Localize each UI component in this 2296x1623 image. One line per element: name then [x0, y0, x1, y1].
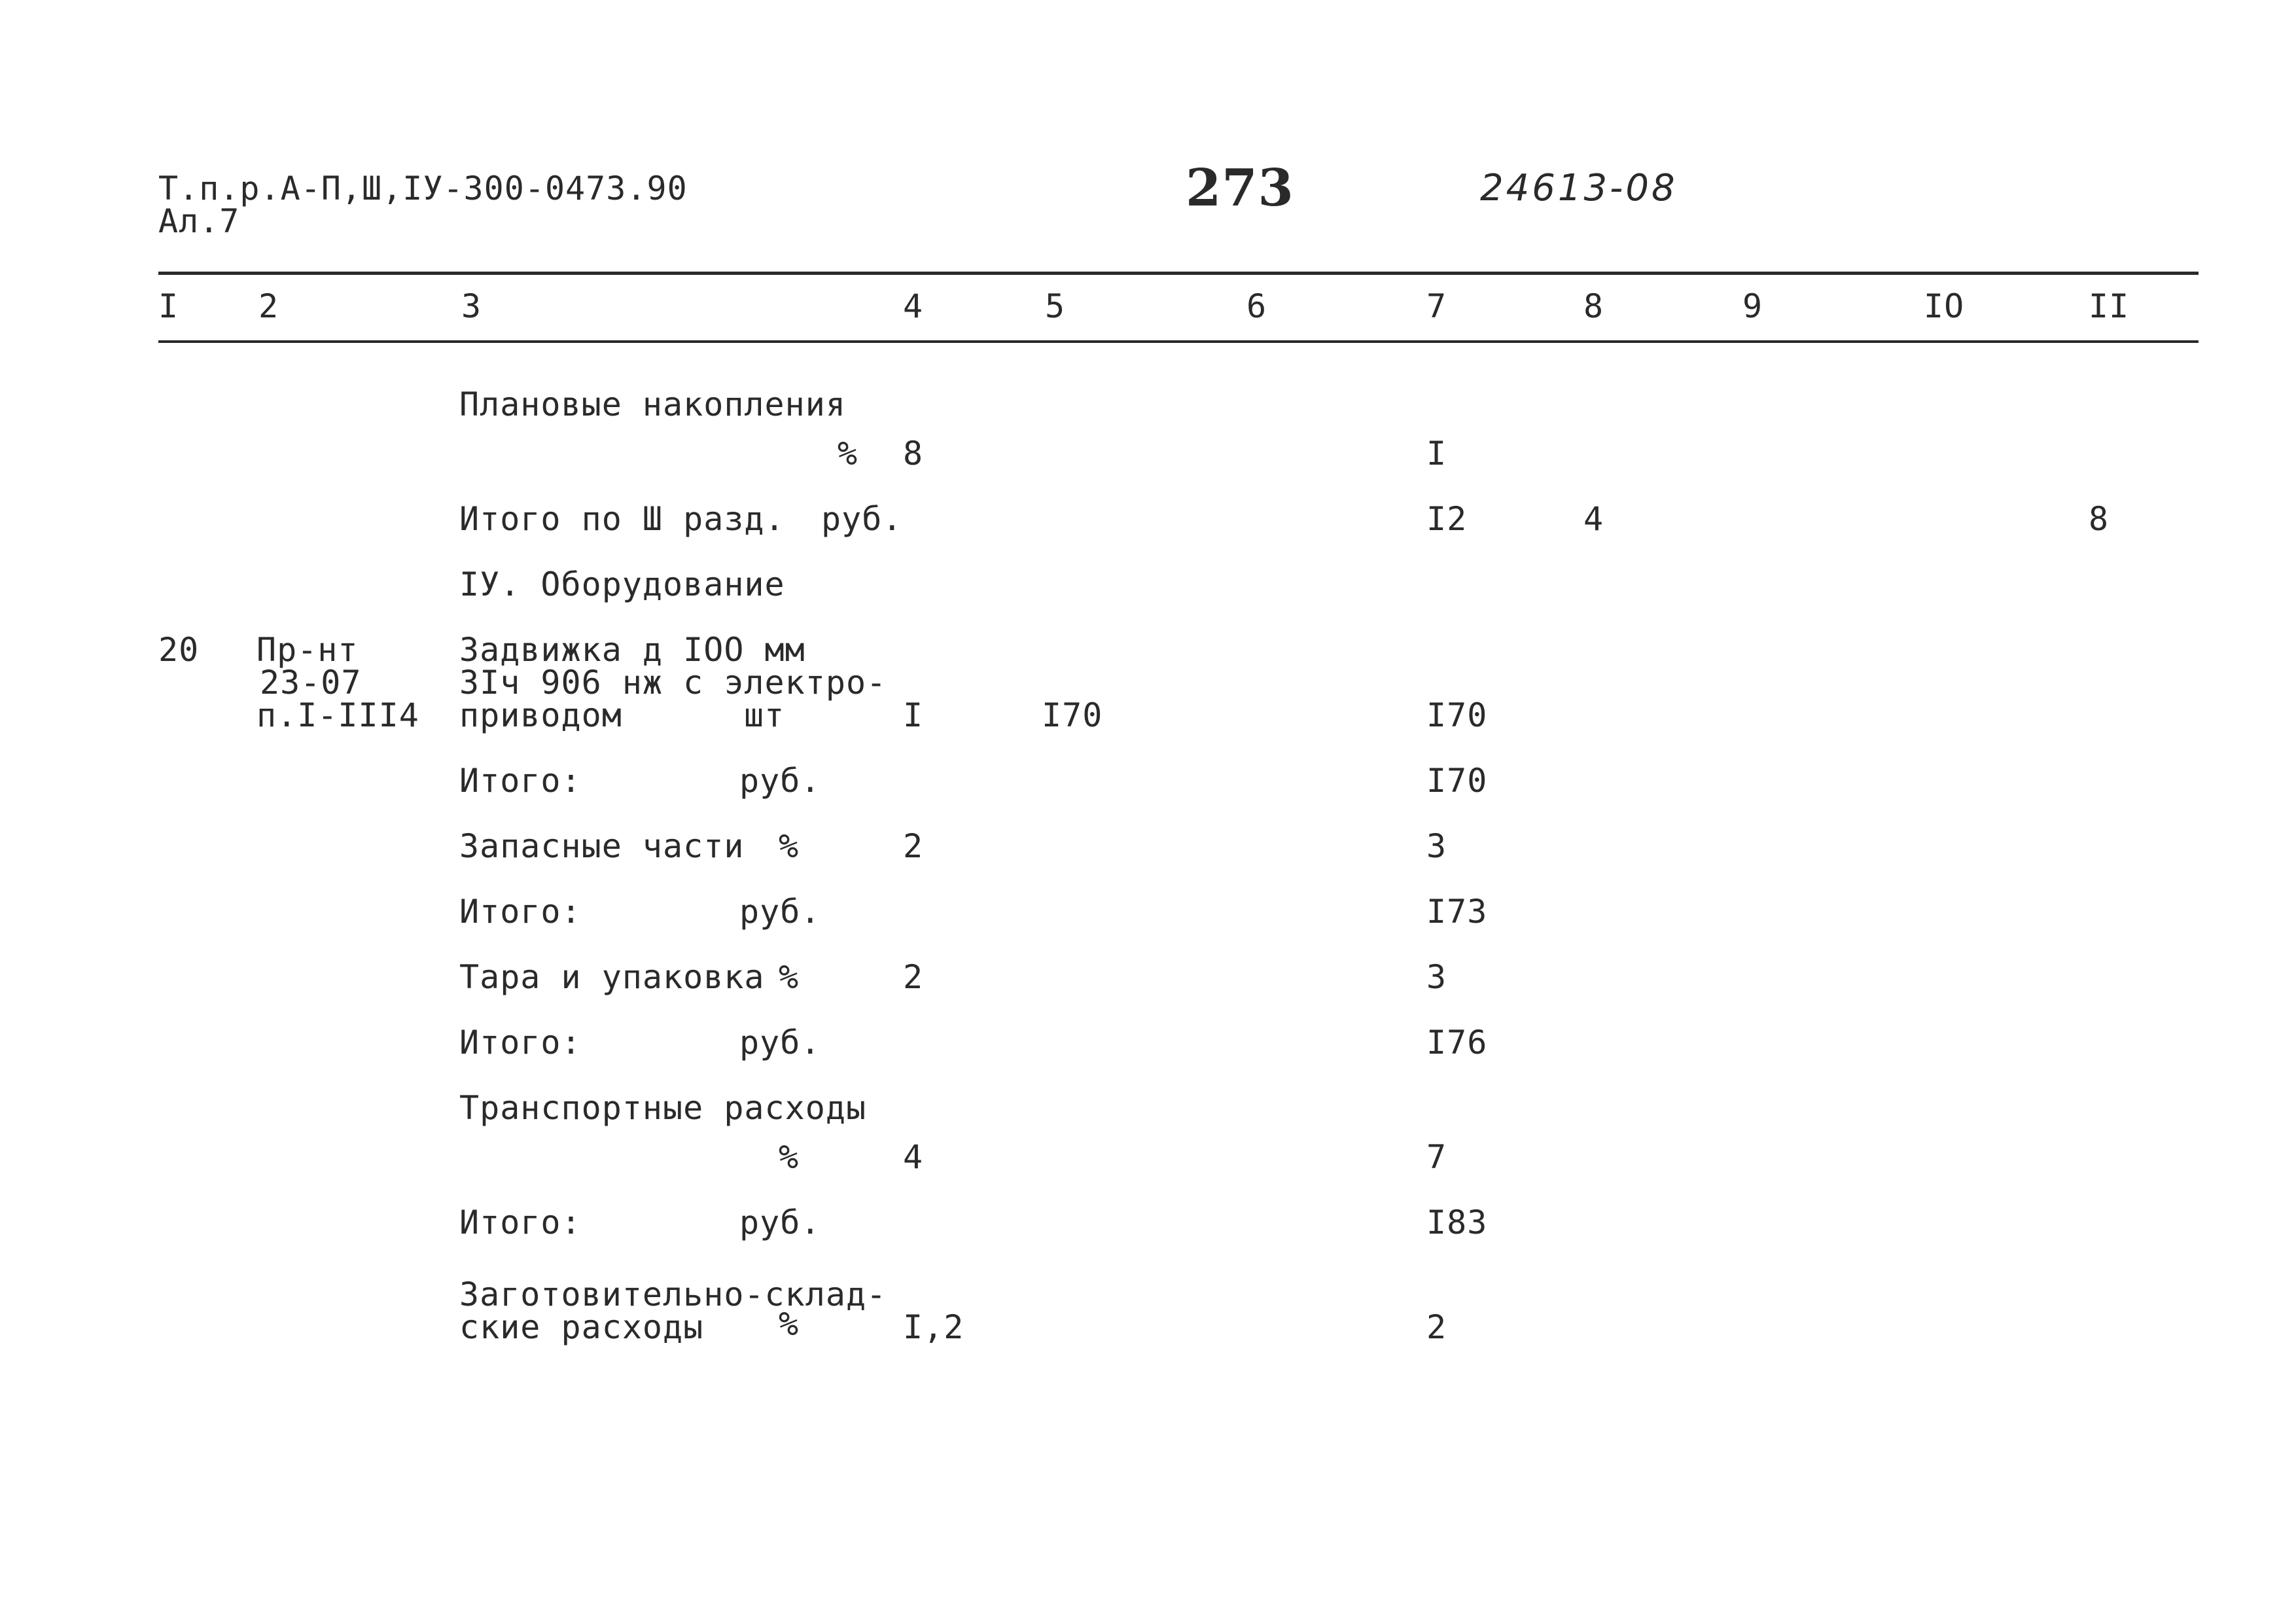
spare-parts-unit: % [779, 827, 800, 865]
column-header-3: 3 [461, 287, 482, 325]
subtotal-a-col7: I70 [1426, 762, 1488, 800]
column-header-9: 9 [1742, 287, 1763, 325]
subtotal-c-label: Итого: [459, 1024, 582, 1061]
subtotal-a-unit: руб. [739, 762, 821, 800]
column-header-11: II [2089, 287, 2130, 325]
storage-costs-col7: 2 [1426, 1308, 1447, 1346]
planned-savings-col4: 8 [903, 435, 924, 473]
subtotal-b-label: Итого: [459, 893, 582, 931]
item-number: 20 [158, 631, 200, 669]
section3-total-unit: руб. [821, 500, 903, 538]
column-header-4: 4 [903, 287, 924, 325]
item-description-line2: 3Iч 906 нж с электро- [459, 664, 887, 702]
item-total-cost: I70 [1426, 696, 1488, 734]
transport-costs-unit: % [779, 1138, 800, 1176]
inventory-number: 24613-08 [1480, 167, 1678, 209]
album-number: Ал.7 [158, 202, 240, 240]
subtotal-d-unit: руб. [739, 1204, 821, 1241]
subtotal-b-col7: I73 [1426, 893, 1488, 931]
storage-costs-unit: % [779, 1305, 800, 1343]
packaging-col4: 2 [903, 958, 924, 996]
item-description-line1: Задвижка д IOO мм [459, 631, 805, 669]
item-reference-line1: Пр-нт [256, 631, 359, 669]
subtotal-a-label: Итого: [459, 762, 582, 800]
header-top-rule [158, 272, 2199, 275]
subtotal-b-unit: руб. [739, 893, 821, 931]
column-header-7: 7 [1426, 287, 1447, 325]
section3-total-col7: I2 [1426, 500, 1468, 538]
section3-total-label: Итого по Ш разд. [459, 500, 785, 538]
item-reference-line3: п.I-III4 [256, 696, 419, 734]
spare-parts-col4: 2 [903, 827, 924, 865]
section3-total-col11: 8 [2089, 500, 2110, 538]
column-header-6: 6 [1246, 287, 1267, 325]
subtotal-c-unit: руб. [739, 1024, 821, 1061]
item-quantity: I [903, 696, 924, 734]
item-unit: шт [744, 696, 785, 734]
planned-savings-unit: % [838, 435, 858, 473]
subtotal-d-col7: I83 [1426, 1204, 1488, 1241]
item-reference-line2: 23-07 [260, 664, 362, 702]
storage-costs-label-line1: Заготовительно-склад- [459, 1275, 887, 1313]
packaging-unit: % [779, 958, 800, 996]
storage-costs-label-line2: ские расходы [459, 1308, 704, 1346]
section3-total-col8: 4 [1583, 500, 1604, 538]
storage-costs-col4: I,2 [903, 1308, 964, 1346]
column-header-10: IO [1924, 287, 1965, 325]
transport-costs-col7: 7 [1426, 1138, 1447, 1176]
transport-costs-col4: 4 [903, 1138, 924, 1176]
spare-parts-col7: 3 [1426, 827, 1447, 865]
section4-heading: IУ. Оборудование [459, 565, 785, 603]
column-header-1: I [158, 287, 179, 325]
spare-parts-label: Запасные части [459, 827, 745, 865]
page-number: 273 [1186, 158, 1294, 218]
subtotal-c-col7: I76 [1426, 1024, 1488, 1061]
packaging-label: Тара и упаковка [459, 958, 765, 996]
planned-savings-label: Плановые накопления [459, 385, 846, 423]
subtotal-d-label: Итого: [459, 1204, 582, 1241]
column-header-2: 2 [258, 287, 279, 325]
doc-code: Т.п.р.А-П,Ш,IУ-300-0473.90 [158, 169, 688, 207]
header-bottom-rule [158, 340, 2199, 343]
item-unit-price: I70 [1042, 696, 1103, 734]
transport-costs-label: Транспортные расходы [459, 1089, 867, 1127]
column-header-5: 5 [1045, 287, 1066, 325]
planned-savings-col7: I [1426, 435, 1447, 473]
column-header-8: 8 [1583, 287, 1604, 325]
packaging-col7: 3 [1426, 958, 1447, 996]
item-description-line3: приводом [459, 696, 622, 734]
